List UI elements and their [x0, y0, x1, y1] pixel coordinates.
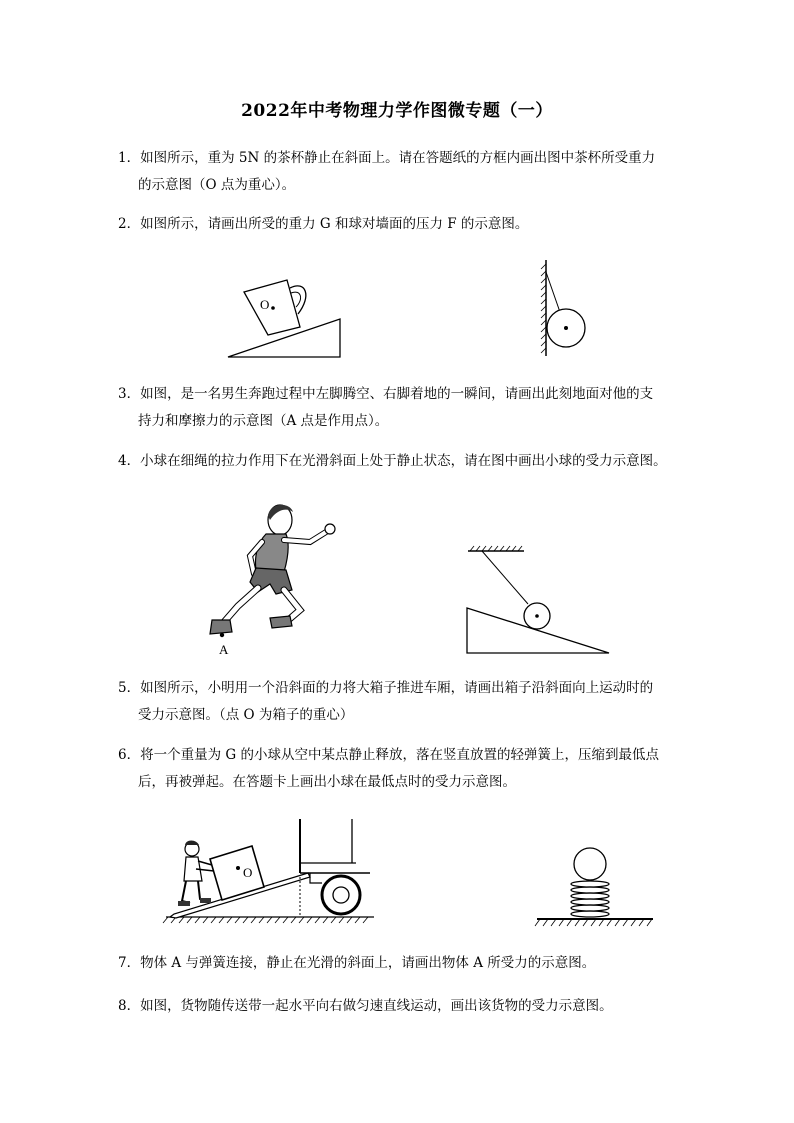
figure-cup-on-incline: [222, 268, 346, 364]
box-center-label: O: [243, 865, 253, 880]
figure-ball-on-incline: [464, 543, 614, 658]
truck-wheel-hub: [333, 887, 349, 903]
question-text: 将一个重量为 G 的小球从空中某点静止释放，落在竖直放置的轻弹簧上，压缩到最低点: [140, 747, 659, 763]
figure-runner: [200, 498, 350, 658]
question-text: 如图，货物随传送带一起水平向右做匀速直线运动，画出该货物的受力示意图。: [140, 998, 613, 1014]
center-of-gravity-point: [271, 306, 275, 310]
question-text-continued: 的示意图（O 点为重心）。: [138, 177, 296, 193]
question-2: [118, 211, 688, 238]
question-text-continued: 受力示意图。（点 O 为箱子的重心）: [138, 707, 354, 723]
center-of-gravity-label: O: [260, 297, 270, 312]
question-number: 3．: [118, 386, 141, 402]
point-a-label: A: [219, 642, 229, 657]
floor-hatching: [535, 919, 652, 926]
question-number: 6．: [118, 747, 141, 763]
question-text: 物体 A 与弹簧连接，静止在光滑的斜面上，请画出物体 A 所受力的示意图。: [140, 955, 596, 971]
question-text-continued: 后，再被弹起。在答题卡上画出小球在最低点时的受力示意图。: [138, 774, 516, 790]
string: [482, 551, 528, 604]
point-a: [220, 633, 224, 637]
ground-hatching: [163, 917, 368, 923]
figure-ball-against-wall: [536, 258, 596, 358]
boy-hair: [185, 841, 199, 846]
question-8: [118, 993, 688, 1020]
boy-shoe: [178, 901, 190, 906]
question-number: 4．: [118, 453, 141, 469]
question-7: [118, 950, 688, 977]
question-text: 如图所示，请画出所受的重力 G 和球对墙面的压力 F 的示意图。: [140, 216, 529, 232]
question-6: [118, 742, 688, 796]
string: [546, 272, 561, 315]
question-text: 如图所示，小明用一个沿斜面的力将大箱子推进车厢，请画出箱子沿斜面向上运动时的: [140, 680, 654, 696]
question-number: 8．: [118, 998, 141, 1014]
box-center-point: [236, 866, 240, 870]
figure-ball-on-spring: [534, 842, 656, 932]
question-4: [118, 448, 688, 475]
question-number: 1．: [118, 150, 141, 166]
figure-box-ramp-truck: [160, 815, 380, 925]
question-3: [118, 381, 688, 435]
ball: [574, 848, 606, 880]
truck-bumper: [310, 873, 322, 883]
boy-arm: [198, 861, 212, 865]
page-title: 2022年中考物理力学作图微专题（一）: [241, 101, 553, 121]
question-text: 如图所示，重为 5N 的茶杯静止在斜面上。请在答题纸的方框内画出图中茶杯所受重力: [140, 150, 656, 166]
question-number: 7．: [118, 955, 141, 971]
question-1: [118, 145, 688, 199]
runner-swing-shoe: [270, 616, 292, 628]
question-number: 5．: [118, 680, 141, 696]
question-text: 小球在细绳的拉力作用下在光滑斜面上处于静止状态，请在图中画出小球的受力示意图。: [140, 453, 667, 469]
question-text-continued: 持力和摩擦力的示意图（A 点是作用点）。: [138, 413, 389, 429]
ball-center: [564, 326, 568, 330]
question-number: 2．: [118, 216, 141, 232]
spring: [571, 881, 609, 917]
runner-stance-shoe: [210, 620, 232, 634]
question-5: [118, 675, 688, 729]
ball-center: [535, 614, 539, 618]
question-text: 如图，是一名男生奔跑过程中左脚腾空、右脚着地的一瞬间，请画出此刻地面对他的支: [140, 386, 654, 402]
boy-shoe: [200, 898, 211, 903]
runner-fist: [325, 524, 335, 534]
